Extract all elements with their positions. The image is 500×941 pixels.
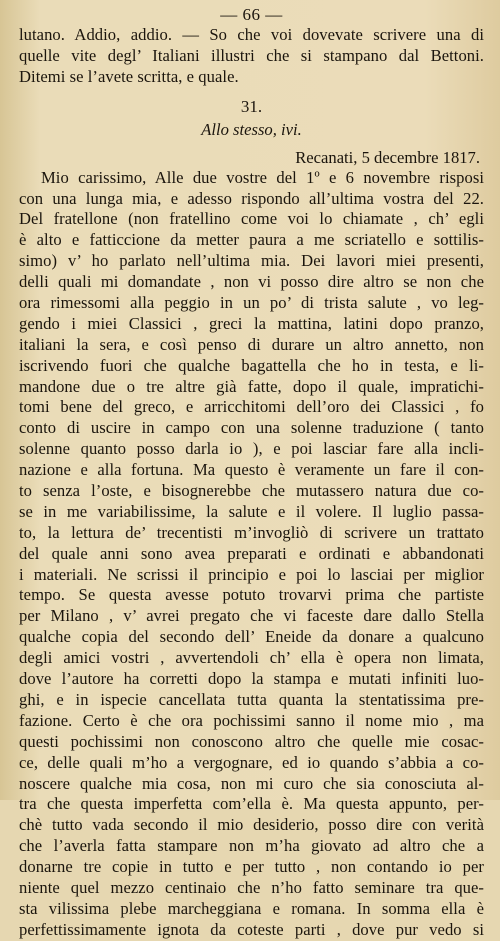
text-line: se in me variabilissime, la salute e il volere. Il luglio passa- bbox=[19, 501, 484, 521]
text-line: conto di uscire in campo con una solenne traduzione ( tanto bbox=[19, 418, 484, 438]
text-line: niente quel mezzo centinaio che n’ho fatto seminare tra que- bbox=[19, 877, 484, 897]
text-line: mandone due o tre altre già fatte, dopo il quale, impratichi- bbox=[19, 376, 484, 396]
text-line: qualche copia del secondo dell’ Eneide da donare a qualcuno bbox=[19, 627, 484, 647]
text-line: Del fratellone (non fratellino come voi lo chiamate , ch’ egli bbox=[19, 209, 484, 229]
text-line: gendo i miei Classici , greci la mattina, latini dopo pranzo, bbox=[19, 313, 484, 333]
intro-paragraph bbox=[19, 25, 484, 88]
text-line: tra che questa imperfetta com’ella è. Ma questa appunto, per- bbox=[19, 794, 484, 814]
text-line: questi pochissimi non conoscono altro che quelle mie cosac- bbox=[19, 731, 484, 751]
text-line: ghi, e in ispecie cancellata tutta quanta la stentatissima pre- bbox=[19, 689, 484, 709]
page-number: — 66 — bbox=[220, 5, 283, 24]
text-line: italiani la sera, e così penso di durare un altro annetto, non bbox=[19, 334, 484, 354]
text-line: lutano. Addio, addio. — So che voi dovevate scrivere una di bbox=[19, 25, 484, 44]
text-line: Mio carissimo, Alle due vostre del 1º e 6 novembre risposi bbox=[41, 167, 484, 187]
text-line: dove l’autore ha corretti dopo la stampa e mutati infiniti luo- bbox=[19, 669, 484, 689]
letter-number: 31. bbox=[240, 96, 263, 116]
text-line: donarne tre copie in tutto e per tutto , non contando io per bbox=[19, 857, 484, 877]
text-line: del quale anni sono avea preparati e ordinati e abbandonati bbox=[19, 543, 484, 563]
text-line: solenne quanto posso darla io ), e poi lasciar fare alla incli- bbox=[19, 439, 484, 459]
text-line: ora rimessomi alla peggio in un po’ di trista salute , vo leg- bbox=[19, 293, 484, 313]
text-line: degli amici vostri , avvertendoli ch’ ella è opera non limata, bbox=[19, 648, 484, 668]
text-line: to senza l’oste, e bisognerebbe che mutassero natura due co- bbox=[19, 481, 484, 501]
text-line: simo) v’ ho parlato nell’ultima mia. Dei lavori miei presenti, bbox=[19, 251, 484, 271]
text-line: con una lunga mia, e adesso rispondo all’ultima vostra del 22. bbox=[19, 188, 484, 208]
text-line: delli quali mi domandate , non vi posso dire altro se non che bbox=[19, 272, 484, 292]
text-line: fazione. Certo è che ora pochissimi sanno il nome mio , ma bbox=[19, 710, 484, 730]
text-line: nazione e alla fortuna. Ma questo è veramente un fare il con- bbox=[19, 460, 484, 480]
text-line: noscere qualche mia cosa, non mi curo che sia conosciuta al- bbox=[19, 773, 484, 793]
text-line: Ditemi se l’avete scritta, e quale. bbox=[19, 66, 239, 86]
text-line: perfettissimamente ignota da coteste parti , dove pur vedo si bbox=[19, 919, 484, 939]
text-line: i materiali. Ne scrissi il principio e poi lo lasciai per miglior bbox=[19, 564, 484, 584]
text-line: che l’averla fatta stampare non m’ha giovato ad altro che a bbox=[19, 836, 484, 856]
text-line: è alto e fatticcione da metter paura a me scriatello e sottilis- bbox=[19, 230, 484, 250]
text-line: to, la lettura de’ trecentisti m’invogliò di scrivere un trattato bbox=[19, 522, 484, 542]
letter-recipient: Allo stesso, ivi. bbox=[201, 119, 302, 139]
text-line: iscrivendo fuori che qualche bagattella che ho in testa, e li- bbox=[19, 355, 484, 375]
text-line: sta vilissima plebe marcheggiana e romana. In somma ella è bbox=[19, 898, 484, 918]
text-line: per Milano , v’ avrei pregato che vi faceste dare dallo Stella bbox=[19, 606, 484, 626]
text-line: quelle vite degl’ Italiani illustri che si stampano dal Bettoni. bbox=[19, 45, 484, 65]
text-line: ce, delle quali m’ho a vergognare, ed io quando s’abbia a co- bbox=[19, 752, 484, 772]
text-line: chè tutto vada secondo il mio desiderio, posso dire con verità bbox=[19, 815, 484, 835]
letter-date: Recanati, 5 decembre 1817. bbox=[295, 147, 480, 167]
letter-body bbox=[19, 168, 484, 941]
text-line: tempo. Se questa avesse potuto trovarvi prima che partiste bbox=[19, 585, 484, 605]
text-line: tomi bene del greco, e arricchitomi dell’oro dei Classici , fo bbox=[19, 397, 484, 417]
